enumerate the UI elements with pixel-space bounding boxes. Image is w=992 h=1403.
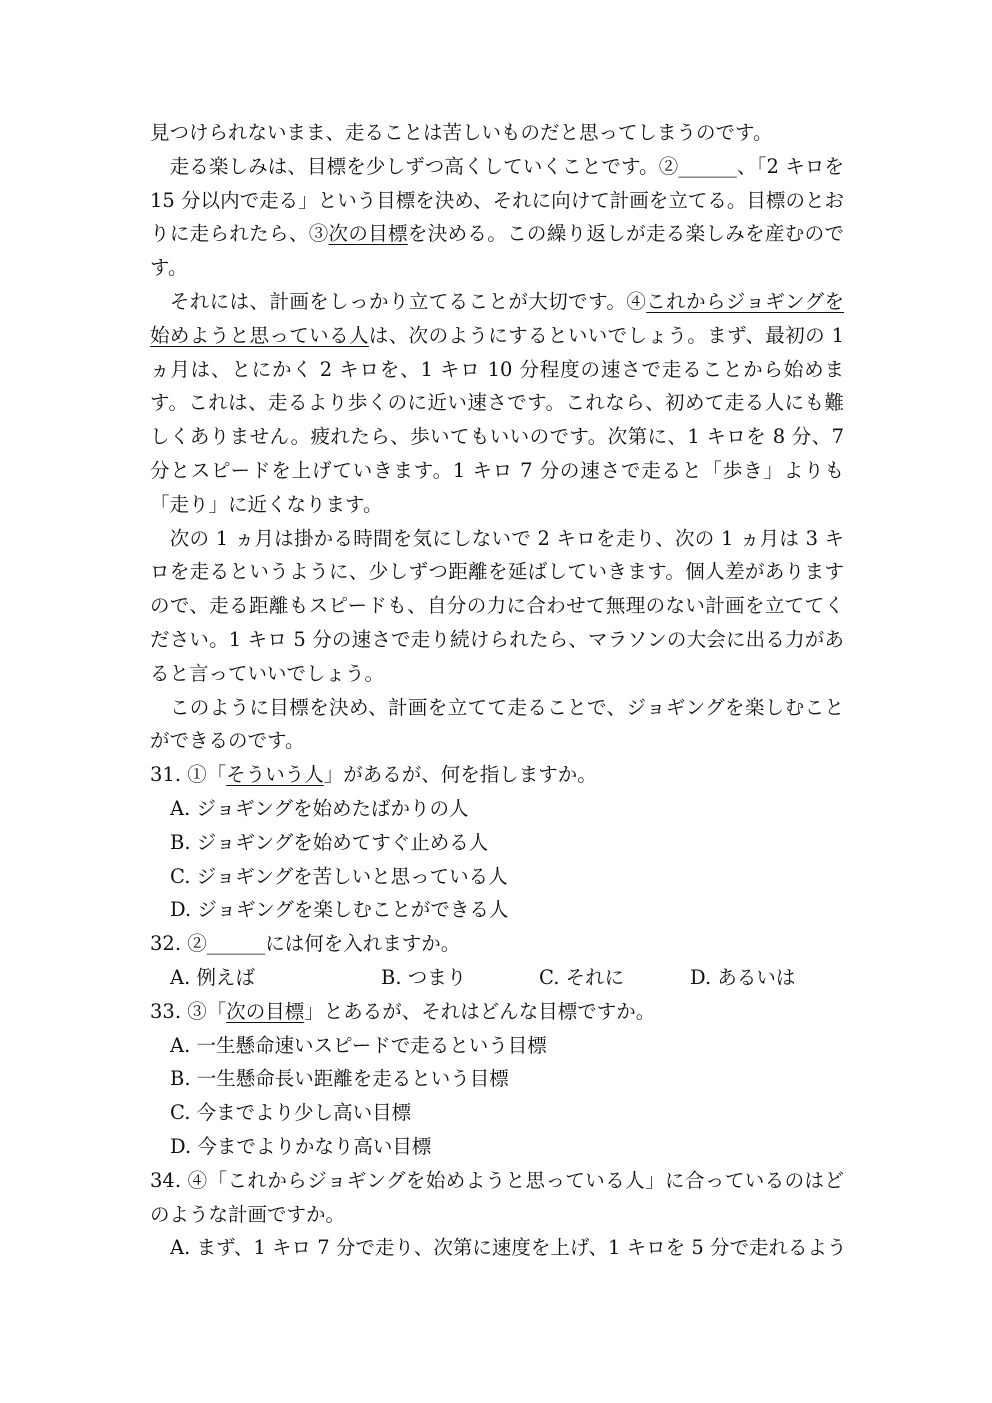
option-33-d[interactable]: D. 今までよりかなり高い目標: [170, 1134, 432, 1158]
document-page: [150, 116, 847, 1265]
option-31-c[interactable]: C. ジョギングを苦しいと思っている人: [170, 864, 508, 888]
question-31: [150, 758, 844, 792]
option-31-a[interactable]: A. ジョギングを始めたばかりの人: [170, 796, 469, 820]
question-text: 」があるが、何を指しますか。: [323, 763, 597, 787]
passage-paragraph-2: [150, 150, 844, 285]
passage-text: を決める。この繰り返しが走る楽しみを産むのです。: [150, 222, 844, 280]
passage-text: 走る楽しみは、目標を少しずつ高くしていくことです。②______、「2 キロを 15 分以内で走る」という目標を決め、それに向けて計画を立てる。目標のとおりに走られたら、③: [150, 154, 844, 246]
underlined-phrase-beginner: これからジョギングを始めようと思っている人: [150, 289, 844, 347]
option-33-b[interactable]: B. 一生懸命長い距離を走るという目標: [170, 1067, 509, 1091]
passage-paragraph-4: 次の 1 ヵ月は掛かる時間を気にしないで 2 キロを走り、次の 1 ヵ月は 3 キロを走るというように、少しずつ距離を延ばしていきます。個人差がありますので、走る距離もスピードも、自分の力に合わせて無理のない計画を立ててください。1 キロ 5 分の速さで走り続けられたら、マラソンの大会に出る力があると言っていいでしょう。: [150, 526, 844, 685]
passage-paragraph-3: [150, 285, 844, 522]
question-32: 32. ②______には何を入れますか。: [150, 932, 461, 956]
option-31-b[interactable]: B. ジョギングを始めてすぐ止める人: [170, 830, 489, 854]
question-underlined-term: そういう人: [226, 763, 324, 787]
option-32-b[interactable]: B. つまり: [381, 965, 467, 989]
question-text: 31. ①「: [150, 763, 227, 787]
option-31-d[interactable]: D. ジョギングを楽しむことができる人: [170, 898, 509, 922]
option-32-a[interactable]: A. 例えば: [170, 965, 255, 989]
option-33-c[interactable]: C. 今までより少し高い目標: [170, 1101, 412, 1125]
underlined-phrase-next-goal: 次の目標: [328, 222, 408, 246]
option-33-a[interactable]: A. 一生懸命速いスピードで走るという目標: [170, 1033, 547, 1057]
question-32-options: [170, 961, 844, 995]
passage-paragraph-5: このように目標を決め、計画を立てて走ることで、ジョギングを楽しむことができるのです。: [150, 695, 844, 753]
question-text: 33. ③「: [150, 999, 227, 1023]
option-32-c[interactable]: C. それに: [539, 965, 625, 989]
passage-text: は、次のようにするといいでしょう。まず、最初の 1 ヵ月は、とにかく 2 キロを、1 キロ 10 分程度の速さで走ることから始めます。これは、走るより歩くのに近い速さです。これなら、初めて走る人にも難しくありません。疲れたら、歩いてもいいのです。次第に、1 キロを 8 分、7 分とスピードを上げていきます。1 キロ 7 分の速さで走ると「歩き」よりも「走り」に近くなります。: [150, 323, 844, 516]
option-34-a[interactable]: A. まず、1 キロ 7 分で走り、次第に速度を上げ、1 キロを 5 分で走れるよう: [170, 1236, 847, 1260]
passage-text: それには、計画をしっかり立てることが大切です。④: [150, 289, 647, 313]
passage-paragraph-1: 見つけられないまま、走ることは苦しいものだと思ってしまうのです。: [150, 121, 773, 144]
question-text: 」とあるが、それはどんな目標ですか。: [304, 999, 656, 1023]
question-underlined-term: 次の目標: [226, 999, 305, 1023]
question-33: [150, 995, 844, 1029]
question-34: 34. ④「これからジョギングを始めようと思っている人」に合っているのはどのような計画ですか。: [150, 1168, 844, 1226]
option-32-d[interactable]: D. あるいは: [690, 965, 796, 989]
